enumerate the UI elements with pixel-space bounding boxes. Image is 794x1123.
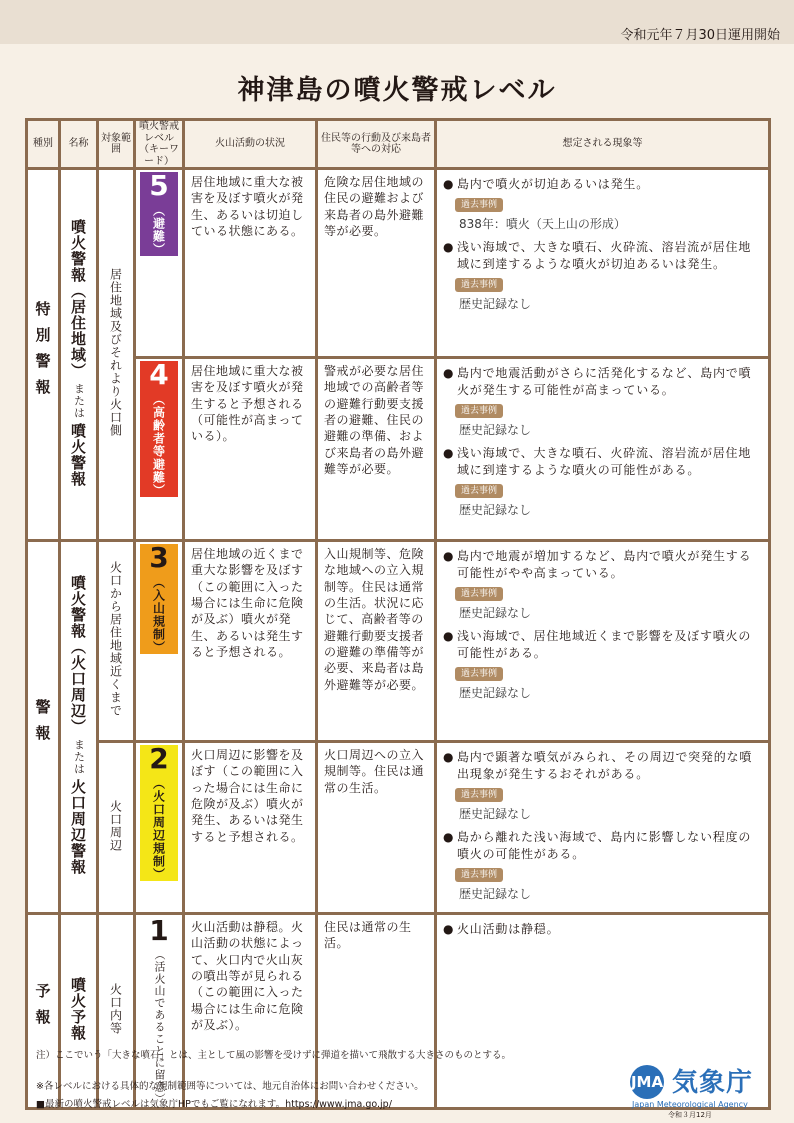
footnote-website: ■最新の噴火警戒レベルは気象庁HPでもご覧になれます。https://www.jma.go.jp/	[36, 1099, 392, 1110]
list-item: ● 島内で地震が増加するなど、島内で噴火が発生する可能性がやや高まっている。 過去事例 歴史記録なし	[443, 548, 762, 622]
col-header-activity: 火山活動の状況	[185, 121, 318, 170]
level-5-badge	[140, 169, 178, 256]
jma-logo	[630, 1048, 780, 1123]
level-1-badge	[140, 914, 178, 1105]
phenomena-l3	[437, 542, 771, 743]
col-header-response: 住民等の行動及び来島者等への対応	[318, 121, 437, 170]
level-2-cell	[136, 743, 185, 915]
range-level-1: 火口内等	[99, 915, 136, 1110]
past-case-text: 歴史記録なし	[459, 423, 532, 438]
col-header-name: 名称	[61, 121, 99, 170]
level-4-keyword: （高齢者等避難）	[151, 393, 166, 497]
list-item: ● 浅い海域で、大きな噴石、火砕流、溶岩流が居住地域に到達するような噴火の可能性がある。 過去事例 歴史記録なし	[443, 445, 762, 519]
list-item: ● 島内で顕著な噴気がみられ、その周辺で突発的な噴出現象が発生するおそれがある。 過去事例 歴史記録なし	[443, 749, 762, 823]
list-item: ● 島内で噴火が切迫あるいは発生。 過去事例 838年：噴火（天上山の形成）	[443, 176, 762, 233]
page-title: 神津島の噴火警戒レベル	[237, 75, 557, 106]
range-special: 居住地域及びそれより火口側	[99, 170, 136, 542]
list-item: ● 島から離れた浅い海域で、島内に影響しない程度の噴火の可能性がある。 過去事例 歴史記録なし	[443, 829, 762, 903]
past-case-text: 歴史記録なし	[459, 686, 532, 701]
level-1-keyword: （活火山であることに留意）	[153, 949, 166, 1105]
footnote-large-rock: 注）ここでいう「大きな噴石」とは、主として風の影響を受けずに弾道を描いて飛散する大きさのものとする。	[36, 1050, 512, 1061]
response-l5: 危険な居住地域の住民の避難および来島者の島外避難等が必要。	[318, 170, 437, 359]
table-row	[28, 170, 771, 359]
past-case-badge: 過去事例	[455, 868, 503, 883]
level-5-cell	[136, 170, 185, 359]
jma-name-en: Japan Meteorological Agency	[632, 1100, 748, 1109]
past-case-text: 歴史記録なし	[459, 297, 532, 312]
response-l2: 火口周辺への立入規制等。住民は通常の生活。	[318, 743, 437, 915]
past-case-badge: 過去事例	[455, 198, 503, 213]
name-warning: 噴火警報（火口周辺） または 火口周辺警報	[61, 542, 99, 915]
top-bar	[0, 0, 794, 44]
table-row	[28, 743, 771, 915]
level-4-number: 4	[149, 358, 169, 391]
jma-name-jp: 気象庁	[672, 1068, 754, 1098]
alert-level-table	[25, 118, 771, 1110]
table-row	[28, 359, 771, 542]
table-header-row	[28, 121, 771, 170]
start-date: 令和元年７月30日運用開始	[620, 28, 780, 43]
response-l3: 入山規制等、危険な地域への立入規制等。住民は通常の生活。状況に応じて、高齢者等の避難行動要支援者の避難の準備等が必要、来島者は島外避難等が必要。	[318, 542, 437, 743]
level-2-number: 2	[149, 742, 169, 775]
activity-l1: 火山活動は静穏。火山活動の状態によって、火口内で火山灰の噴出等が見られる（この範囲に入った場合には生命に危険が及ぶ）。	[185, 915, 318, 1110]
name-forecast: 噴火予報	[61, 915, 99, 1110]
past-case-badge: 過去事例	[455, 278, 503, 293]
phenomena-l4	[437, 359, 771, 542]
range-level-2: 火口周辺	[99, 743, 136, 915]
response-l1: 住民は通常の生活。	[318, 915, 437, 1110]
logo-date: 令和３月12月	[668, 1111, 712, 1119]
activity-l3: 居住地域の近くまで重大な影響を及ぼす（この範囲に入った場合には生命に危険が及ぶ）噴火が発生、あるいは発生すると予想される。	[185, 542, 318, 743]
level-4-badge	[140, 358, 178, 497]
name-special: 噴火警報（居住地域） または 噴火警報	[61, 170, 99, 542]
response-l4: 警戒が必要な居住地域での高齢者等の避難行動要支援者の避難、住民の避難の準備、および来島者の島外避難等が必要。	[318, 359, 437, 542]
level-3-number: 3	[149, 541, 169, 574]
list-item: ● 浅い海域で、居住地域近くまで影響を及ぼす噴火の可能性がある。 過去事例 歴史記録なし	[443, 628, 762, 702]
level-2-badge	[140, 742, 178, 881]
past-case-badge: 過去事例	[455, 788, 503, 803]
level-4-cell	[136, 359, 185, 542]
level-2-keyword: （火口周辺規制）	[151, 777, 166, 881]
past-case-text: 歴史記録なし	[459, 807, 532, 822]
category-special: 特別警報	[28, 170, 61, 542]
col-header-level: 噴火警戒レベル（キーワード）	[136, 121, 185, 170]
list-item: ● 島内で地震活動がさらに活発化するなど、島内で噴火が発生する可能性が高まっている。 過去事例 歴史記録なし	[443, 365, 762, 439]
level-3-badge	[140, 541, 178, 654]
level-1-number: 1	[149, 914, 169, 947]
past-case-text: 歴史記録なし	[459, 503, 532, 518]
phenomena-l2	[437, 743, 771, 915]
activity-l4: 居住地域に重大な被害を及ぼす噴火が発生すると予想される（可能性が高まっている）。	[185, 359, 318, 542]
past-case-badge: 過去事例	[455, 667, 503, 682]
phenomena-l5	[437, 170, 771, 359]
level-5-number: 5	[149, 169, 169, 202]
category-forecast: 予報	[28, 915, 61, 1110]
table-row	[28, 542, 771, 743]
category-warning: 警報	[28, 542, 61, 915]
list-item: ● 浅い海域で、大きな噴石、火砕流、溶岩流が居住地域に到達するような噴火が切迫あるいは発生。 過去事例 歴史記録なし	[443, 239, 762, 313]
col-header-phenomena: 想定される現象等	[437, 121, 771, 170]
activity-l2: 火口周辺に影響を及ぼす（この範囲に入った場合には生命に危険が及ぶ）噴火が発生、あるいは発生すると予想される。	[185, 743, 318, 915]
past-case-badge: 過去事例	[455, 587, 503, 602]
activity-l5: 居住地域に重大な被害を及ぼす噴火が発生、あるいは切迫している状態にある。	[185, 170, 318, 359]
jma-emblem-icon: JMA	[630, 1065, 664, 1099]
range-level-3: 火口から居住地域近くまで	[99, 542, 136, 743]
col-header-range: 対象範囲	[99, 121, 136, 170]
past-case-badge: 過去事例	[455, 404, 503, 419]
past-case-text: 838年：噴火（天上山の形成）	[459, 217, 626, 232]
footnote-regulation: ※各レベルにおける具体的な規制範囲等については、地元自治体にお問い合わせください。	[36, 1081, 424, 1092]
level-5-keyword: （避難）	[151, 204, 166, 256]
past-case-text: 歴史記録なし	[459, 887, 532, 902]
col-header-category: 種別	[28, 121, 61, 170]
level-3-cell	[136, 542, 185, 743]
past-case-badge: 過去事例	[455, 484, 503, 499]
list-item: ● 火山活動は静穏。	[443, 922, 560, 936]
level-3-keyword: （入山規制）	[151, 576, 166, 654]
past-case-text: 歴史記録なし	[459, 606, 532, 621]
